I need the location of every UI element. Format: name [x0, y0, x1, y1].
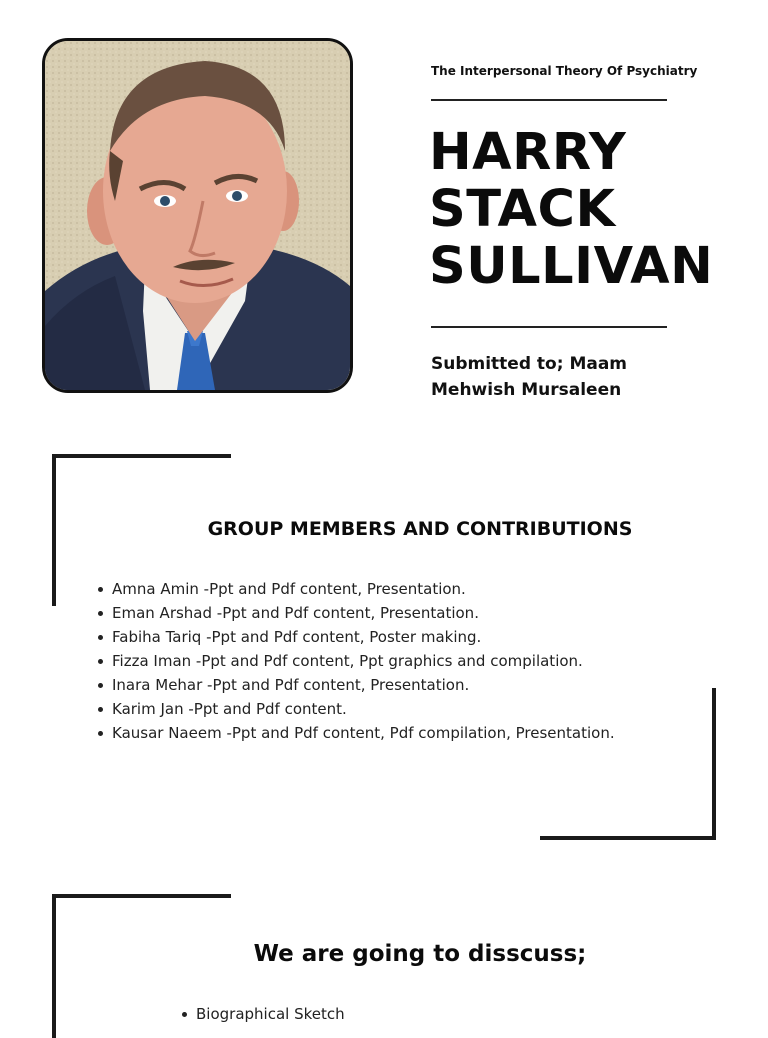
list-item: Fabiha Tariq -Ppt and Pdf content, Poster making. — [98, 625, 615, 649]
list-item: Kausar Naeem -Ppt and Pdf content, Pdf compilation, Presentation. — [98, 721, 615, 745]
members-heading: GROUP MEMBERS AND CONTRIBUTIONS — [207, 518, 633, 540]
list-item: Inara Mehar -Ppt and Pdf content, Presentation. — [98, 673, 615, 697]
document-title — [429, 124, 749, 295]
list-item: Eman Arshad -Ppt and Pdf content, Presentation. — [98, 601, 615, 625]
portrait-photo — [42, 38, 353, 393]
list-item: Biographical Sketch — [182, 1002, 345, 1026]
submitted-line: Submitted to; Maam — [431, 354, 628, 374]
list-item: Amna Amin -Ppt and Pdf content, Presentation. — [98, 577, 615, 601]
divider-top — [431, 99, 667, 101]
divider-bottom — [431, 326, 667, 328]
discuss-list — [182, 1002, 345, 1026]
portrait-illustration — [45, 41, 350, 390]
discuss-heading: We are going to disscuss; — [253, 941, 587, 967]
title-line: HARRY — [429, 123, 627, 182]
submitted-line: Mehwish Mursaleen — [431, 380, 622, 400]
title-line: SULLIVAN — [429, 237, 714, 296]
members-list — [98, 577, 615, 745]
list-item: Karim Jan -Ppt and Pdf content. — [98, 697, 615, 721]
title-line: STACK — [429, 180, 616, 239]
document-subtitle: The Interpersonal Theory Of Psychiatry — [431, 64, 698, 78]
list-item: Fizza Iman -Ppt and Pdf content, Ppt graphics and compilation. — [98, 649, 615, 673]
submitted-to — [431, 351, 731, 403]
